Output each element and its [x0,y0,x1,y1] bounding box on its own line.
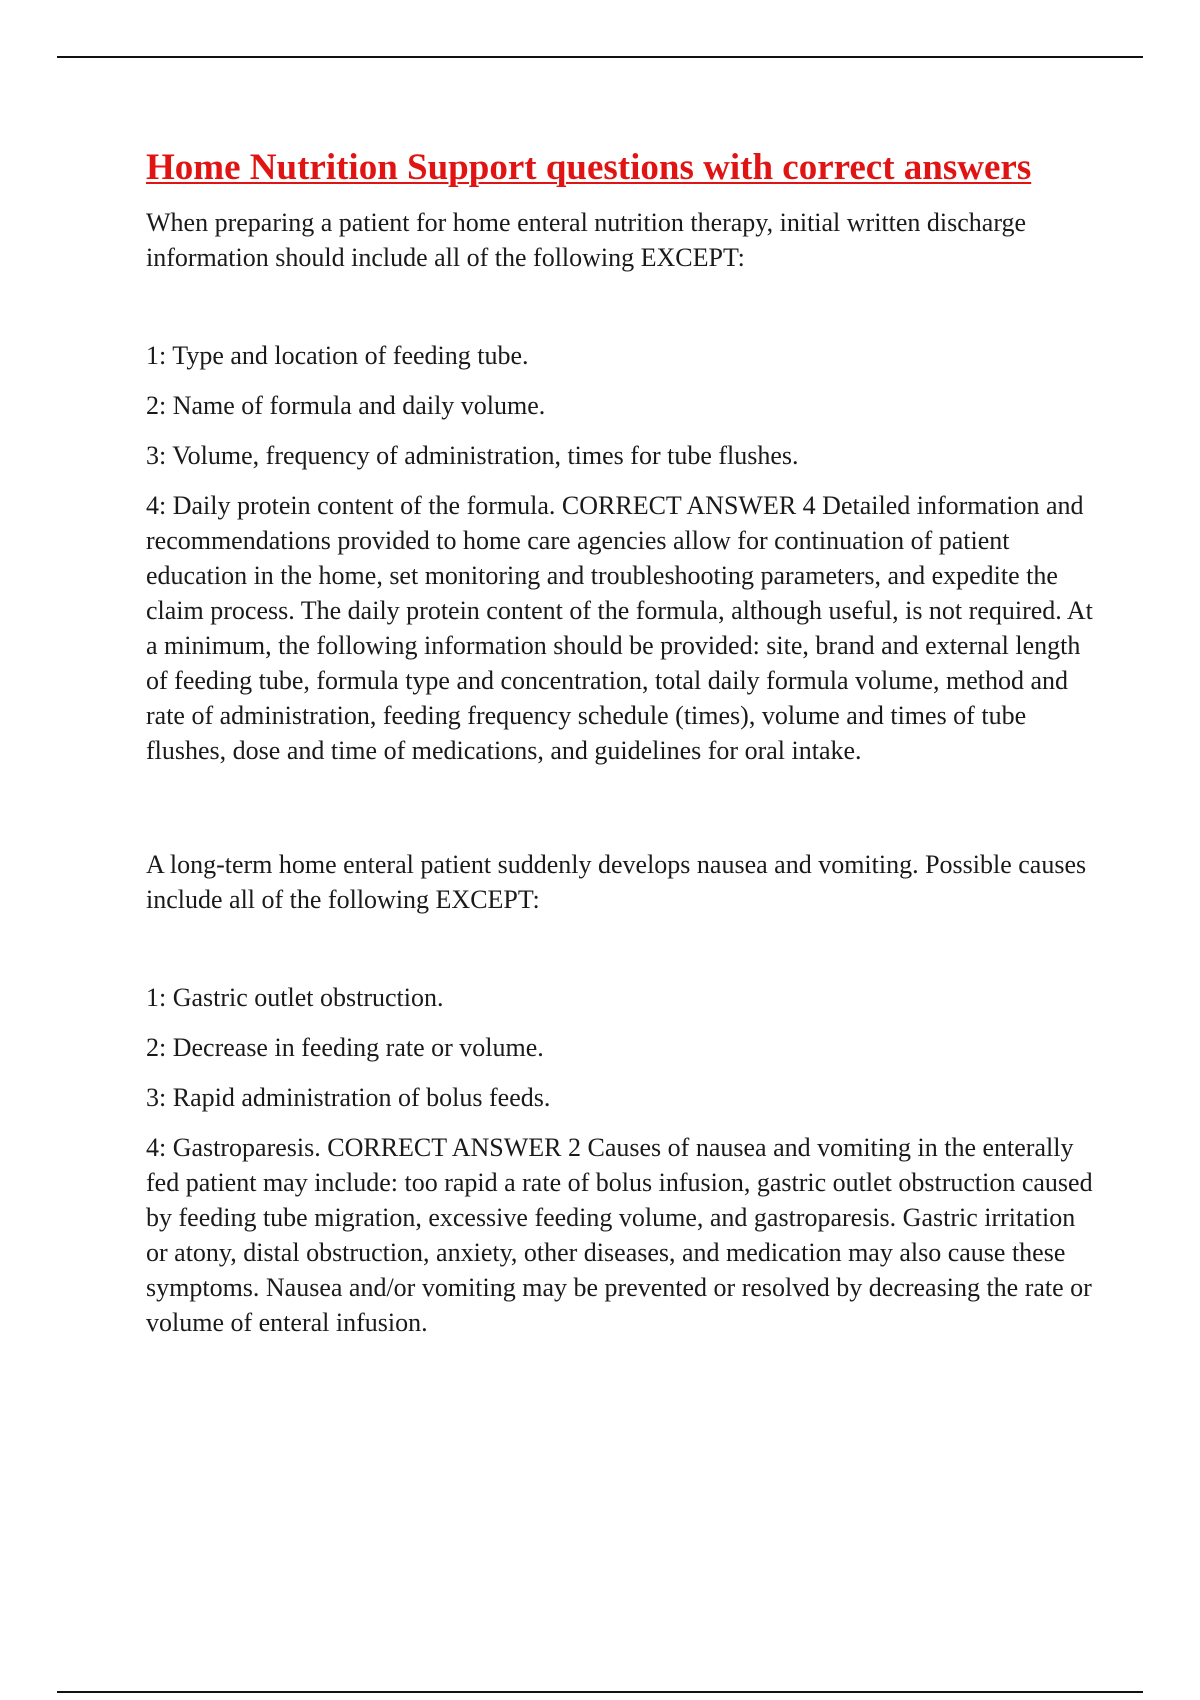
question-1-option-3: 3: Volume, frequency of administration, times for tube flushes. [146,441,799,470]
question-2-option-2: 2: Decrease in feeding rate or volume. [146,1033,544,1062]
question-1-option-2: 2: Name of formula and daily volume. [146,391,546,420]
document-body [146,142,1096,1340]
question-2-option-1: 1: Gastric outlet obstruction. [146,983,444,1012]
question-2-option-4-answer: 4: Gastroparesis. CORRECT ANSWER 2 Causes of nausea and vomiting in the enterally fed patient may include: too rapid a rate of bolus infusion, gastric outlet obstruction caused by feeding tube migration, excessive feeding volume, and gastroparesis. Gastric irritation or atony, distal obstruction, anxiety, other diseases, and medication may also cause these symptoms. Nausea and/or vomiting may be prevented or resolved by decreasing the rate or volume of enteral infusion. [146,1133,1093,1337]
page-top-rule [57,56,1143,58]
question-2-option-3: 3: Rapid administration of bolus feeds. [146,1083,551,1112]
page-bottom-rule [57,1691,1143,1693]
question-1-option-1: 1: Type and location of feeding tube. [146,341,529,370]
question-1-prompt: When preparing a patient for home enteral nutrition therapy, initial written discharge information should include all of the following EXCEPT: [146,208,1027,272]
question-1-option-4-answer: 4: Daily protein content of the formula. CORRECT ANSWER 4 Detailed information and recommendations provided to home care agencies allow for continuation of patient education in the home, set monitoring and troubleshooting parameters, and expedite the claim process. The daily protein content of the formula, although useful, is not required. At a minimum, the following information should be provided: site, brand and external length of feeding tube, formula type and concentration, total daily formula volume, method and rate of administration, feeding frequency schedule (times), volume and times of tube flushes, dose and time of medications, and guidelines for oral intake. [146,491,1093,765]
question-2-prompt: A long-term home enteral patient suddenly develops nausea and vomiting. Possible causes include all of the following EXCEPT: [146,850,1087,914]
document-title: Home Nutrition Support questions with correct answers [146,147,1032,188]
